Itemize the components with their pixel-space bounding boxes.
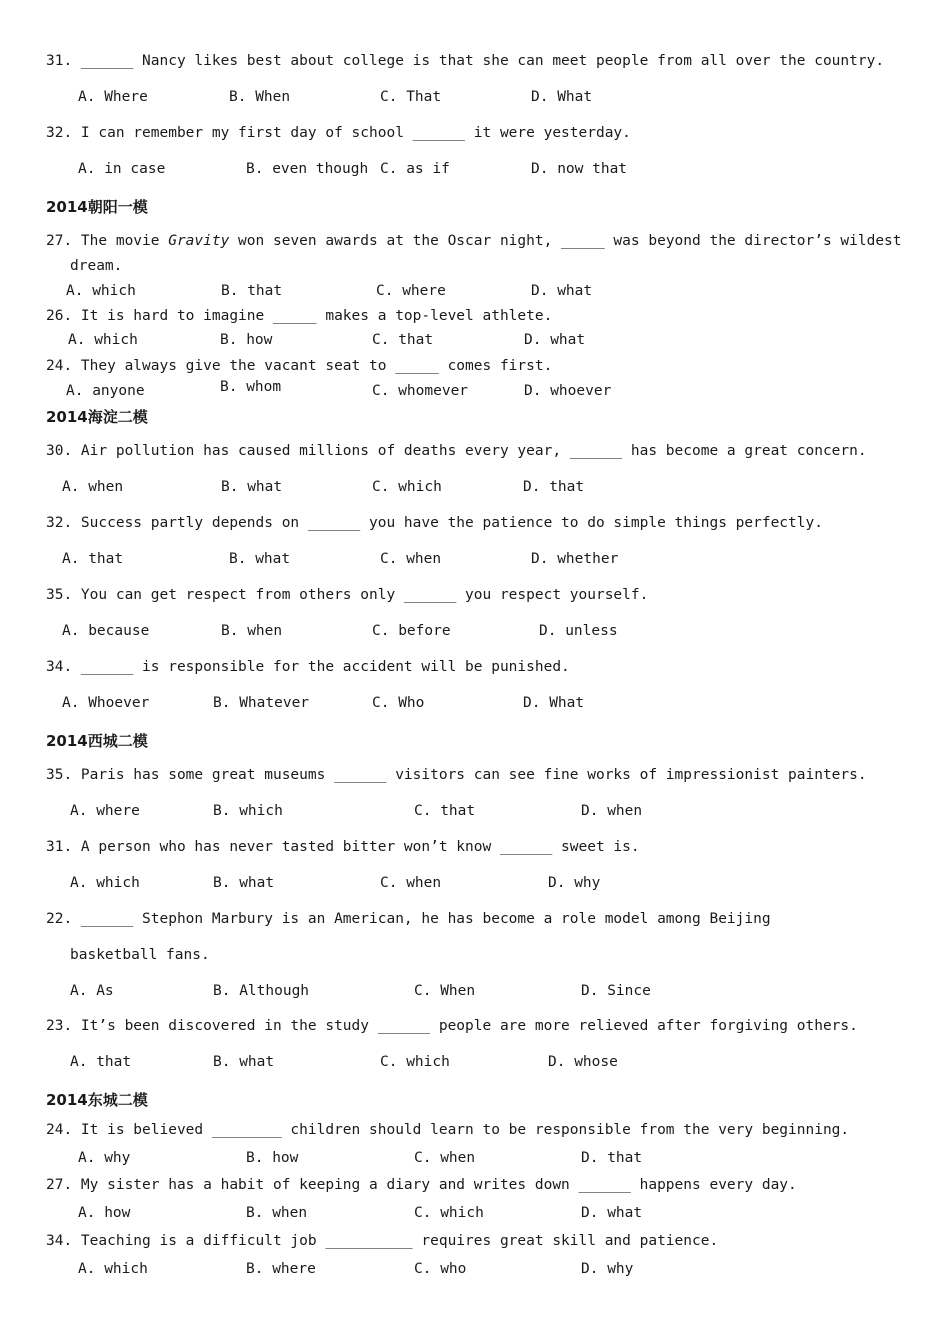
section-heading: 2014东城二模 [46, 1091, 148, 1109]
option-a: A. which [66, 283, 136, 299]
option-d: D. Since [581, 983, 651, 999]
option-d: D. why [581, 1261, 634, 1277]
option-c: C. That [380, 89, 442, 105]
option-a: A. which [68, 332, 138, 348]
option-c: C. before [372, 623, 451, 639]
option-b: B. Whatever [213, 695, 310, 711]
option-d: D. whether [531, 551, 619, 567]
stem-text: 27. The movie [46, 233, 169, 249]
option-d: D. that [523, 479, 585, 495]
option-d: D. now that [531, 161, 628, 177]
option-b: B. when [246, 1205, 308, 1221]
question-stem-continued: basketball fans. [70, 947, 210, 963]
section-heading: 2014西城二模 [46, 732, 148, 750]
option-a: A. when [62, 479, 124, 495]
option-c: C. which [414, 1205, 484, 1221]
option-b: B. that [221, 283, 283, 299]
option-b: B. which [213, 803, 283, 819]
option-a: A. that [70, 1054, 132, 1070]
option-a: A. As [70, 983, 114, 999]
question-stem: 30. Air pollution has caused millions of deaths every year, ______ has become a great concern. [46, 443, 867, 459]
question-stem: 23. It’s been discovered in the study ______ people are more relieved after forgiving others. [46, 1018, 858, 1034]
option-d: D. what [531, 283, 593, 299]
question-stem-continued: dream. [70, 258, 123, 274]
section-heading: 2014海淀二模 [46, 408, 148, 426]
option-d: D. when [581, 803, 643, 819]
option-c: C. which [372, 479, 442, 495]
option-c: C. that [414, 803, 476, 819]
section-heading: 2014朝阳一模 [46, 198, 148, 216]
option-c: C. when [380, 875, 442, 891]
question-stem: 31. ______ Nancy likes best about college is that she can meet people from all over the country. [46, 53, 885, 69]
question-stem: 35. Paris has some great museums ______ visitors can see fine works of impressionist painters. [46, 767, 867, 783]
option-a: A. how [78, 1205, 131, 1221]
option-c: C. as if [380, 161, 450, 177]
question-stem: 24. It is believed ________ children should learn to be responsible from the very beginning. [46, 1122, 850, 1138]
question-stem: 35. You can get respect from others only ______ you respect yourself. [46, 587, 649, 603]
option-c: C. when [380, 551, 442, 567]
question-stem: 34. Teaching is a difficult job __________ requires great skill and patience. [46, 1233, 719, 1249]
option-d: D. that [581, 1150, 643, 1166]
option-b: B. how [220, 332, 273, 348]
option-c: C. whomever [372, 383, 469, 399]
option-a: A. because [62, 623, 150, 639]
question-stem: 31. A person who has never tasted bitter won’t know ______ sweet is. [46, 839, 640, 855]
option-c: C. that [372, 332, 434, 348]
option-d: D. whoever [524, 383, 612, 399]
option-b: B. what [213, 1054, 275, 1070]
option-d: D. whose [548, 1054, 618, 1070]
option-a: A. which [78, 1261, 148, 1277]
option-a: A. why [78, 1150, 131, 1166]
option-a: A. where [70, 803, 140, 819]
option-d: D. what [524, 332, 586, 348]
movie-title: Gravity [168, 233, 230, 249]
question-stem: 27. My sister has a habit of keeping a diary and writes down ______ happens every day. [46, 1177, 797, 1193]
question-stem [46, 233, 902, 249]
option-a: A. Whoever [62, 695, 150, 711]
option-b: B. when [221, 623, 283, 639]
option-b: B. how [246, 1150, 299, 1166]
option-c: C. who [414, 1261, 467, 1277]
option-c: C. where [376, 283, 446, 299]
option-c: C. which [380, 1054, 450, 1070]
option-a: A. that [62, 551, 124, 567]
option-b: B. whom [220, 379, 282, 395]
option-a: A. in case [78, 161, 166, 177]
question-stem: 26. It is hard to imagine _____ makes a top-level athlete. [46, 308, 553, 324]
question-stem: 32. I can remember my first day of school ______ it were yesterday. [46, 125, 631, 141]
question-stem: 34. ______ is responsible for the accident will be punished. [46, 659, 570, 675]
option-a: A. anyone [66, 383, 145, 399]
question-stem: 22. ______ Stephon Marbury is an American, he has become a role model among Beijing [46, 911, 771, 927]
option-b: B. When [229, 89, 291, 105]
option-b: B. where [246, 1261, 316, 1277]
option-d: D. why [548, 875, 601, 891]
option-d: D. what [581, 1205, 643, 1221]
option-b: B. what [229, 551, 291, 567]
option-c: C. When [414, 983, 476, 999]
option-b: B. Although [213, 983, 310, 999]
option-c: C. Who [372, 695, 425, 711]
option-d: D. What [523, 695, 585, 711]
stem-text: won seven awards at the Oscar night, _____ was beyond the director’s wildest [229, 233, 902, 249]
question-stem: 32. Success partly depends on ______ you have the patience to do simple things perfectly. [46, 515, 823, 531]
option-a: A. which [70, 875, 140, 891]
question-stem: 24. They always give the vacant seat to _____ comes first. [46, 358, 553, 374]
option-b: B. what [213, 875, 275, 891]
option-a: A. Where [78, 89, 148, 105]
option-b: B. what [221, 479, 283, 495]
option-d: D. unless [539, 623, 618, 639]
option-c: C. when [414, 1150, 476, 1166]
option-b: B. even though [246, 161, 369, 177]
option-d: D. What [531, 89, 593, 105]
